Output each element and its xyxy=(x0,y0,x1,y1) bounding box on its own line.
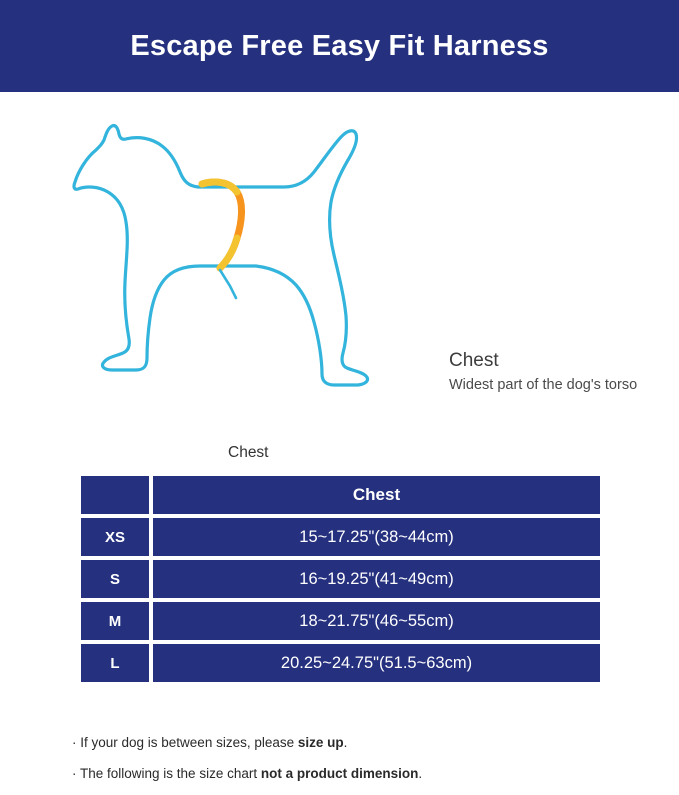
table-row xyxy=(79,600,602,642)
chest-callout-title: Chest xyxy=(449,350,499,371)
note-2-suffix: . xyxy=(418,765,423,781)
page-title: Escape Free Easy Fit Harness xyxy=(130,29,549,62)
table-corner-cell xyxy=(79,474,151,516)
note-1-prefix: · If your dog is between sizes, please xyxy=(72,735,298,750)
note-1-suffix: . xyxy=(343,735,348,750)
table-row xyxy=(79,558,602,600)
size-label-m: M xyxy=(79,600,151,642)
size-label-s: S xyxy=(79,558,151,600)
table-row xyxy=(79,642,602,684)
note-not-product-dimension xyxy=(72,765,612,783)
note-1-bold: size up xyxy=(297,735,344,750)
size-table-wrapper xyxy=(79,474,602,684)
table-header-row xyxy=(79,474,602,516)
chest-value-s: 16~19.25"(41~49cm) xyxy=(151,558,602,600)
chest-inline-label: Chest xyxy=(228,444,269,461)
note-size-up xyxy=(72,734,612,752)
size-label-xs: XS xyxy=(79,516,151,558)
chest-value-l: 20.25~24.75"(51.5~63cm) xyxy=(151,642,602,684)
illustration-area xyxy=(0,92,679,464)
chest-value-xs: 15~17.25"(38~44cm) xyxy=(151,516,602,558)
chest-value-m: 18~21.75"(46~55cm) xyxy=(151,600,602,642)
chest-callout xyxy=(449,350,649,396)
page-header xyxy=(0,0,679,92)
note-2-prefix: · The following is the size chart xyxy=(72,765,261,781)
table-column-header-chest: Chest xyxy=(151,474,602,516)
table-row xyxy=(79,516,602,558)
size-table xyxy=(79,474,602,684)
note-2-bold: not a product dimension xyxy=(260,765,419,781)
size-label-l: L xyxy=(79,642,151,684)
dog-outline-illustration xyxy=(34,110,434,410)
chest-callout-description: Widest part of the dog's torso xyxy=(449,377,638,393)
